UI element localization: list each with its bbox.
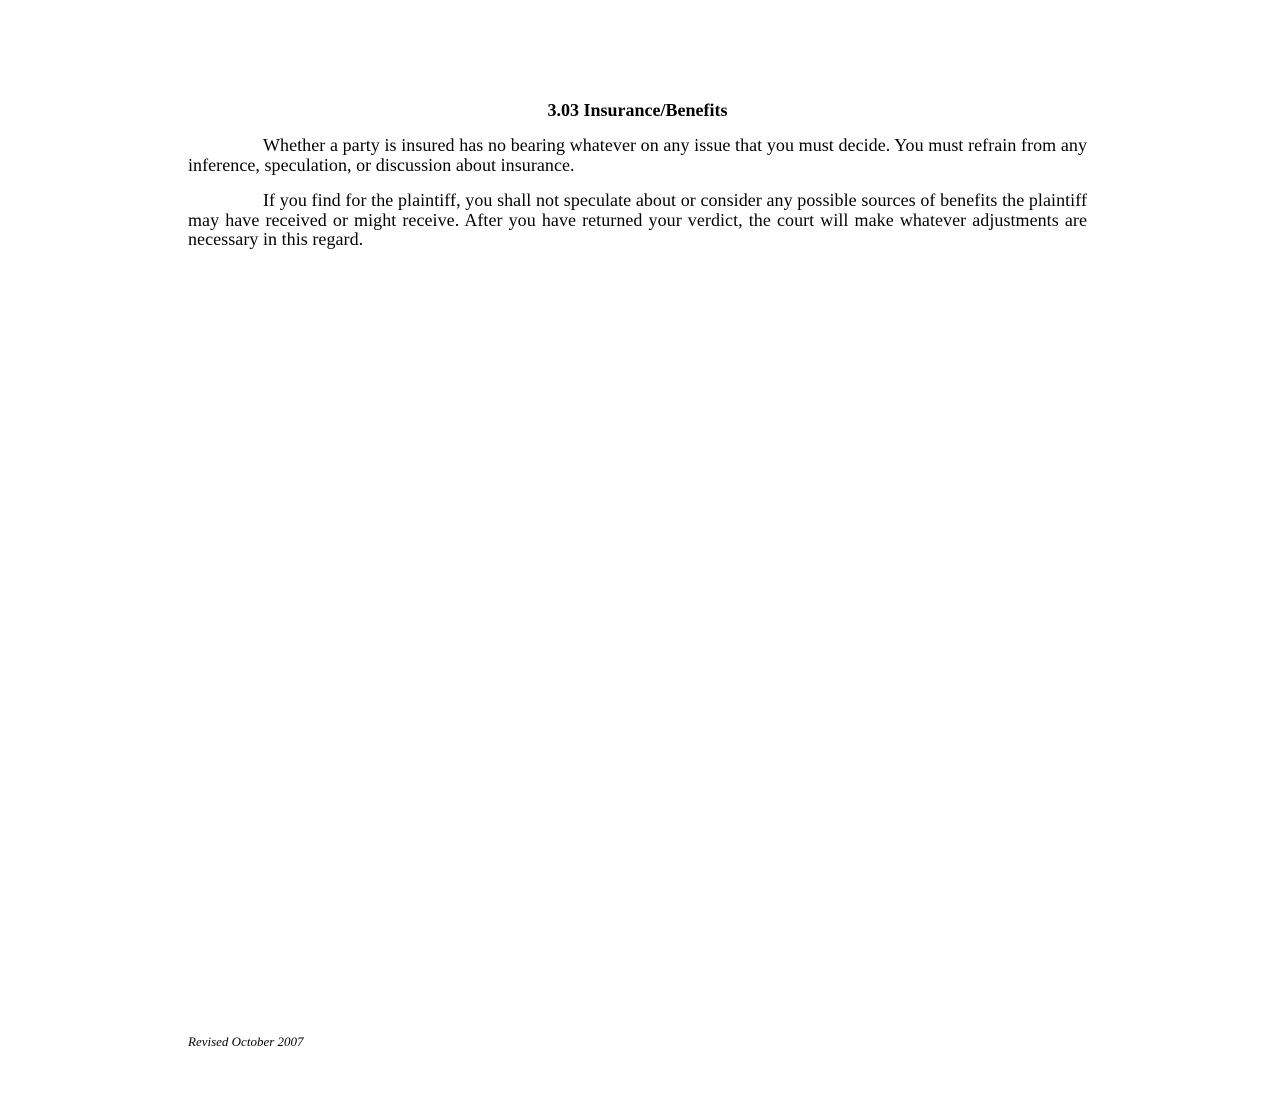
document-title: 3.03 Insurance/Benefits	[547, 100, 728, 120]
document-body	[188, 98, 1087, 266]
paragraph-insurance: Whether a party is insured has no bearing whatever on any issue that you must decide. You must refrain from any inference, speculation, or discussion about insurance.	[188, 135, 1087, 175]
paragraph-benefits: If you find for the plaintiff, you shall not speculate about or consider any possible sources of benefits the plaintiff may have received or might receive. After you have returned your verdict, the court will make whatever adjustments are necessary in this regard.	[188, 190, 1087, 249]
revision-note: Revised October 2007	[188, 1034, 304, 1049]
